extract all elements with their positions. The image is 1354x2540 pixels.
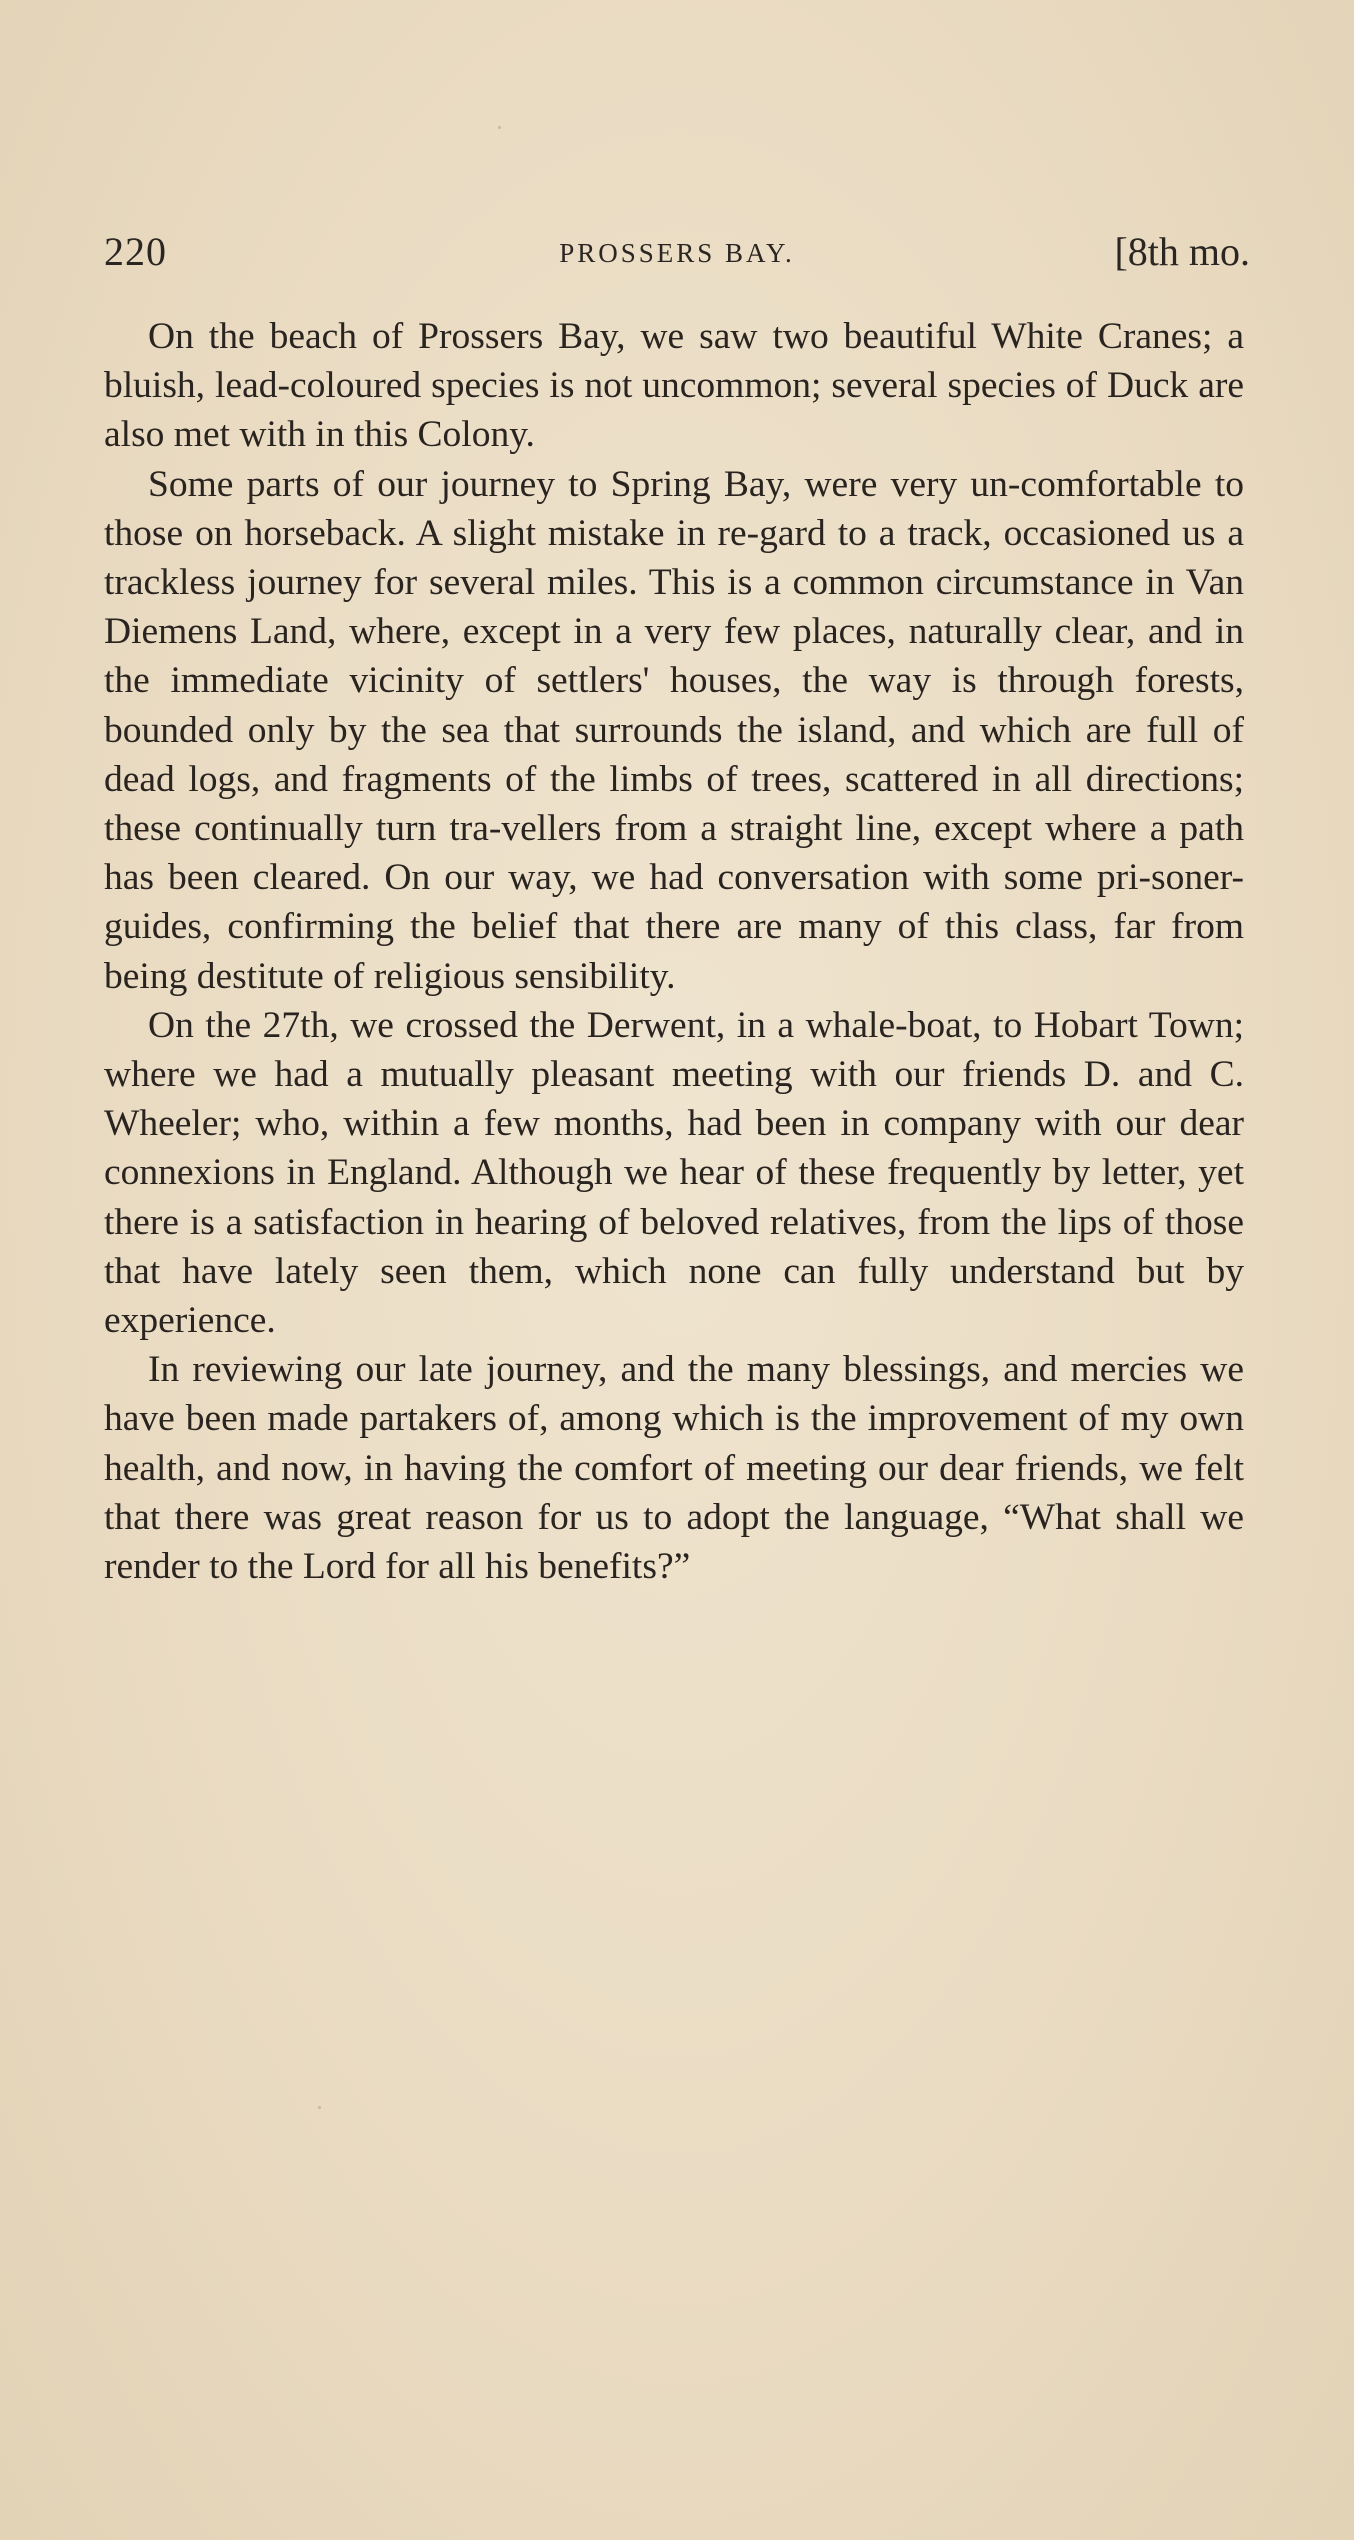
section-marker: [8th mo. <box>1114 229 1250 274</box>
paragraph: On the 27th, we crossed the Derwent, in a whale-boat, to Hobart Town; where we had a mutually pleasant meeting with our friends D. and C. Wheeler; who, within a few months, had been in company with our dear connexions in England. Although we hear of these frequently by letter, yet there is a satisfaction in hearing of beloved relatives, from the lips of those that have lately seen them, which none can fully understand but by experience. <box>104 1004 1244 1342</box>
paragraph: On the beach of Prossers Bay, we saw two beautiful White Cranes; a bluish, lead-coloured species is not uncommon; several species of Duck are also met with in this Colony. <box>104 316 1244 456</box>
body-text <box>104 312 1244 1591</box>
page-header <box>104 228 1250 288</box>
paper-speck <box>318 2106 321 2109</box>
paragraph: Some parts of our journey to Spring Bay, were very un-comfortable to those on horseback. A slight mistake in re-gard to a track, occasioned us a trackless journey for several miles. This is a common circumstance in Van Diemens Land, where, except in a very few places, naturally clear, and in the immediate vicinity of settlers' houses, the way is through forests, bounded only by the sea that surrounds the island, and which are full of dead logs, and fragments of the limbs of trees, scattered in all directions; these continually turn tra-vellers from a straight line, except where a path has been cleared. On our way, we had conversation with some pri-soner-guides, confirming the belief that there are many of this class, far from being destitute of religious sensibility. <box>104 463 1244 997</box>
running-head: PROSSERS BAY. <box>559 238 795 268</box>
paper-speck <box>498 126 501 129</box>
page-number: 220 <box>104 229 167 274</box>
paragraph: In reviewing our late journey, and the many blessings, and mercies we have been made partakers of, among which is the improvement of my own health, and now, in having the comfort of meeting our dear friends, we felt that there was great reason for us to adopt the language, “What shall we render to the Lord for all his benefits?” <box>104 1349 1244 1588</box>
